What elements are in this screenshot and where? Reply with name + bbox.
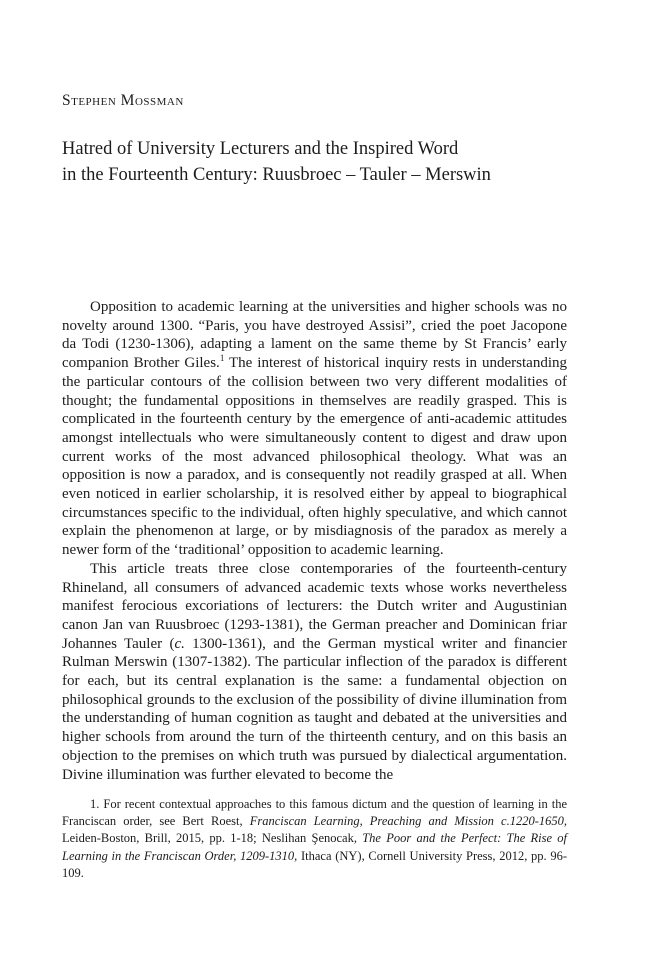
paragraph-1-text-b: The interest of historical inquiry rests in understanding the particular contours of the collision between two very different modalities of thought; the fundamental oppositions in themselves are readily grasped. This is complicated in the fourteenth century by the emergence of anti-academic attitudes amongst intellectuals who were simultaneously content to digest and draw upon current works of the most advanced philosophical theology. What was an opposition is now a paradox, and is consequently not readily grasped at all. When even noticed in earlier scholarship, it is resolved either by appeal to biographical circumstances specific to the individual, often highly speculative, and which cannot explain the phenomenon at large, or by misdiagnosis of the paradox as merely a newer form of the ‘traditional’ opposition to academic learning. [62, 355, 567, 559]
footnote-text-a: 1. For recent contextual approaches to this famous dictum and the question of learning in the Franciscan order, see Bert Roest, [62, 797, 567, 829]
title-line-2: in the Fourteenth Century: Ruusbroec – Tauler – Merswin [62, 165, 491, 185]
footnote-reference-1[interactable]: 1 [219, 353, 225, 364]
paragraph-1 [62, 298, 567, 560]
footnote-1 [62, 796, 567, 882]
paragraph-2-text-a: This article treats three close contemporaries of the fourteenth-century Rhineland, all consumers of advanced academic texts whose works nevertheless manifest ferocious excoriations of lecturers: the Dutch writer and Augustinian canon Jan van Ruusbroec (1293-1381), the German preacher and Dominican friar Johannes Tauler ( [62, 560, 567, 652]
footnote-book-title-2: The Poor and the Perfect: The Rise of Learning in the Franciscan Order, 1209-1310 [62, 831, 567, 863]
paragraph-2-text-b: 1300-1361), and the German mystical writer and financier Rulman Merswin (1307-1382). The particular inflection of the paradox is different for each, but its central explanation is the same: a fundamental objection on philosophical grounds to the exclusion of the possibility of divine illumination from the understanding of human cognition as taught and debated at the universities and higher schools from around the turn of the thirteenth century, and on this basis an objection to the premises on which truth was pursued by dialectical argumentation. Divine illumination was further elevated to become the [62, 635, 567, 783]
title-line-1: Hatred of University Lecturers and the Inspired Word [62, 139, 459, 159]
footnote-book-title-1: Franciscan Learning, Preaching and Mission c.1220-1650 [249, 814, 564, 829]
paragraph-1-text-a: Opposition to academic learning at the universities and higher schools was no novelty around 1300. “Paris, you have destroyed Assisi”, cried the poet Jacopone da Todi (1230-1306), adapting a lament on the same theme by St Francis’ early companion Brother Giles. [62, 299, 567, 372]
author-name: Stephen Mossman [62, 92, 184, 109]
circa-abbreviation: c. [174, 635, 185, 652]
footnote-text-c: , Ithaca (NY), Cornell University Press, 2012, pp. 96-109. [62, 848, 567, 880]
paragraph-2 [62, 560, 567, 784]
article-body [62, 298, 567, 784]
article-title [62, 136, 588, 188]
footnote-text-b: , Leiden-Boston, Brill, 2015, pp. 1-18; Neslihan Şenocak, [62, 814, 567, 846]
